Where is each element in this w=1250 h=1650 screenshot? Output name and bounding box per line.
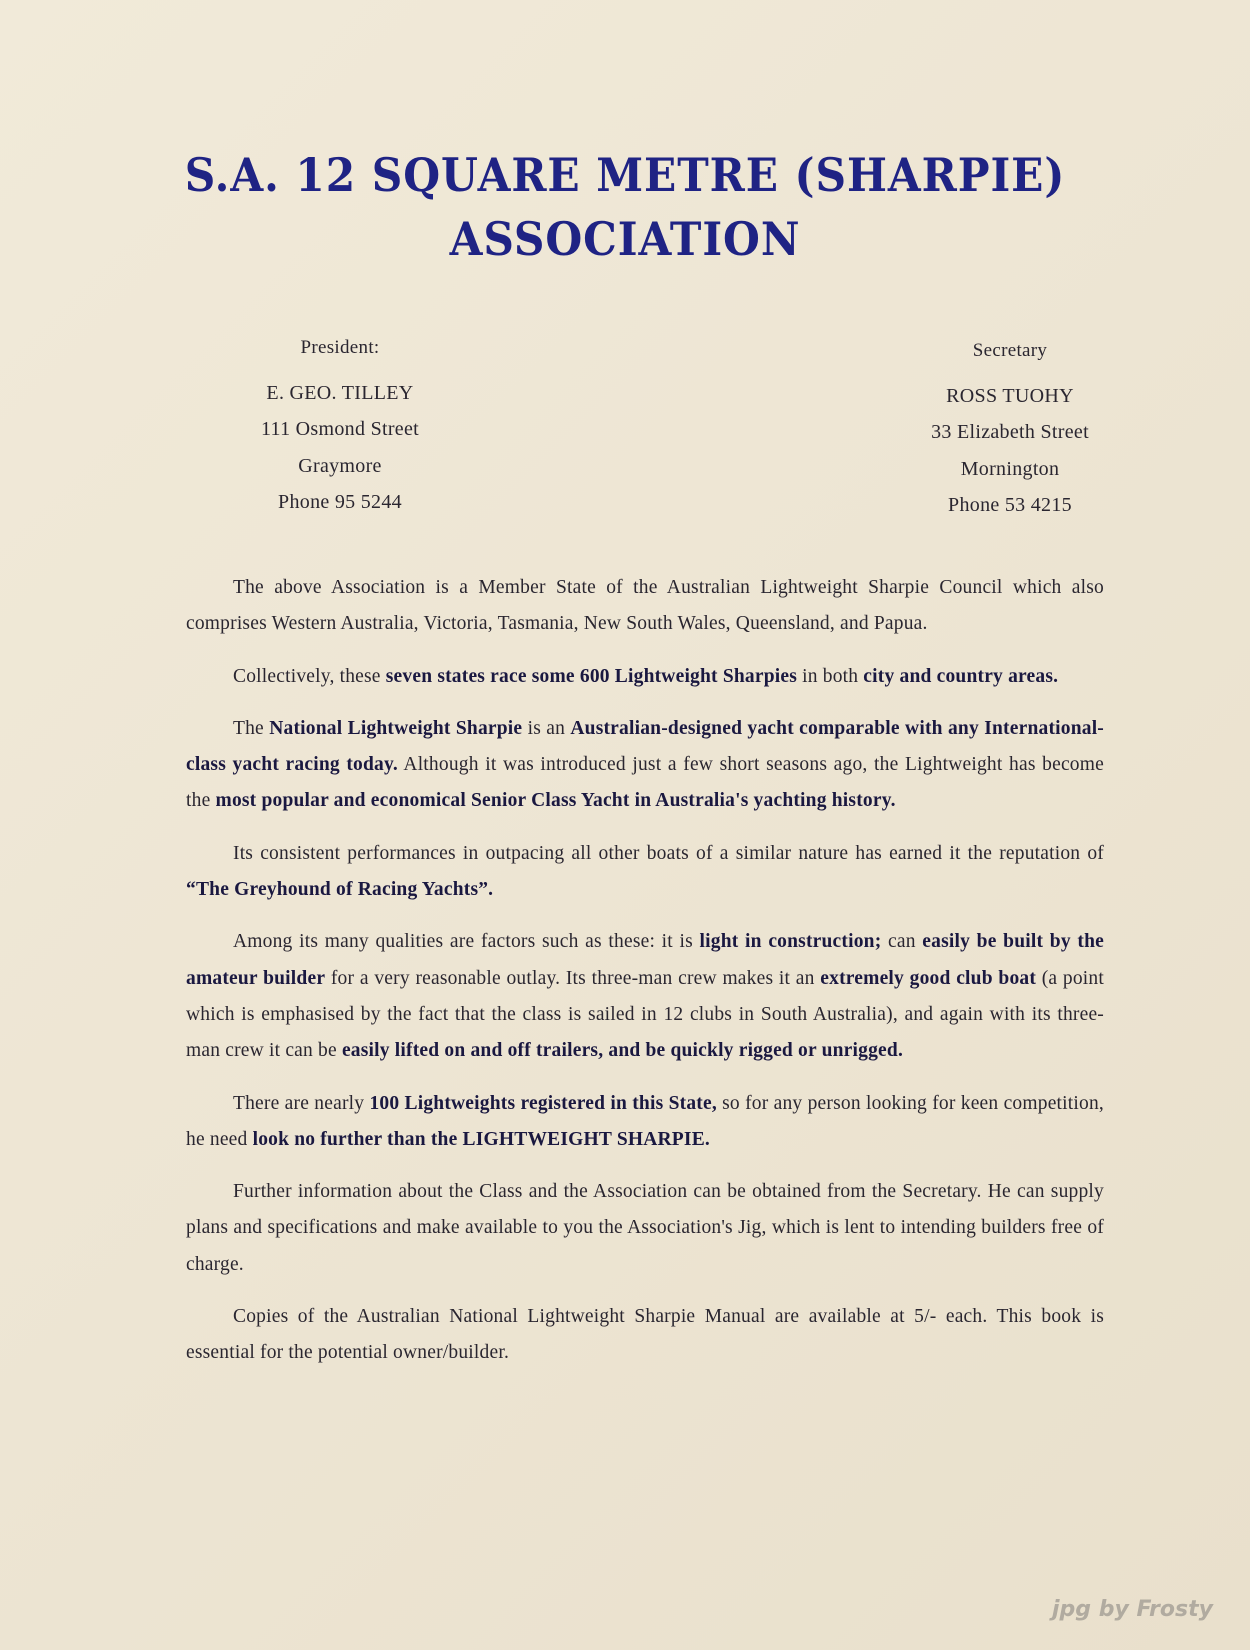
document-title: S.A. 12 SQUARE METRE (SHARPIE) — [184, 148, 1066, 202]
bold-text: city and country areas. — [863, 665, 1059, 687]
president-name: E. GEO. TILLEY — [266, 381, 414, 404]
bold-text: light in construction; — [699, 931, 882, 953]
text-run: for a very reasonable outlay. Its three-man crew makes it an — [325, 967, 821, 989]
president-address: 111 Osmond Street — [260, 418, 420, 440]
president-phone: Phone 95 5244 — [278, 491, 402, 513]
text-run: (a point which is emphasised by the fact that the class is sailed in 12 clubs in South Australia), and again with its three-man crew it can be — [186, 967, 1104, 1062]
secretary-suburb: Mornington — [960, 457, 1060, 480]
bold-text: easily be built by the amateur builder — [186, 931, 1104, 989]
bold-text: extremely good club boat — [820, 967, 1037, 989]
text-run: Its consistent performances in outpacing all other boats of a similar nature has earned it the reputation of — [233, 842, 1104, 864]
bold-text: most popular and economical Senior Class Yacht in Australia's yachting history. — [215, 790, 896, 812]
paragraph — [186, 711, 1104, 820]
text-run: can — [881, 931, 923, 953]
bold-text: 100 Lightweights registered in this State, — [369, 1092, 717, 1114]
document-title-line2: ASSOCIATION — [449, 212, 801, 266]
text-run: The — [233, 717, 270, 739]
paragraph — [186, 1174, 1104, 1283]
text-run: The above Association is a Member State of the Australian Lightweight Sharpie Council which also comprises Western Australia, Victoria, Tasmania, New South Wales, Queensland, and Papua. — [186, 577, 1104, 635]
text-run: Collectively, these — [233, 665, 386, 687]
secretary-block — [845, 333, 1175, 524]
secretary-name: ROSS TUOHY — [946, 384, 1074, 407]
paragraph — [186, 836, 1104, 909]
bold-text: look no further than the LIGHTWEIGHT SHARPIE. — [252, 1128, 710, 1150]
president-role: President: — [300, 337, 380, 358]
bold-text: seven states race some 600 Lightweight Sharpies — [385, 665, 798, 687]
text-run: Although it was introduced just a few short seasons ago, the Lightweight has become the — [186, 754, 1104, 812]
body-text — [186, 570, 1104, 1388]
text-run: so for any person looking for keen competition, he need — [186, 1092, 1104, 1150]
president-block — [175, 330, 505, 521]
bold-text: “The Greyhound of Racing Yachts”. — [186, 879, 494, 901]
text-run: Further information about the Class and the Association can be obtained from the Secretary. He can supply plans and specifications and make available to you the Association's Jig, which is lent to intending builders free of charge. — [186, 1181, 1104, 1275]
bold-text: easily lifted on and off trailers, and be quickly rigged or unrigged. — [341, 1040, 904, 1062]
paragraph — [186, 1086, 1104, 1159]
text-run: Among its many qualities are factors such as these: it is — [233, 931, 700, 953]
president-suburb: Graymore — [298, 454, 382, 477]
paragraph — [186, 1299, 1104, 1372]
secretary-role: Secretary — [972, 340, 1048, 361]
text-run: There are nearly — [233, 1092, 370, 1114]
bold-text: Australian-designed yacht comparable with any International-class yacht racing today. — [186, 717, 1105, 776]
paragraph — [186, 659, 1104, 695]
text-run: in both — [797, 665, 864, 687]
paragraph — [186, 924, 1104, 1069]
bold-text: National Lightweight Sharpie — [269, 717, 523, 739]
secretary-phone: Phone 53 4215 — [948, 494, 1072, 516]
text-run: is an — [522, 717, 571, 739]
paragraph — [186, 570, 1104, 643]
text-run: Copies of the Australian National Lightweight Sharpie Manual are available at 5/- each. This book is essential for the potential owner/builder. — [186, 1306, 1104, 1364]
watermark: jpg by Frosty — [1052, 1597, 1213, 1622]
secretary-address: 33 Elizabeth Street — [931, 421, 1089, 443]
